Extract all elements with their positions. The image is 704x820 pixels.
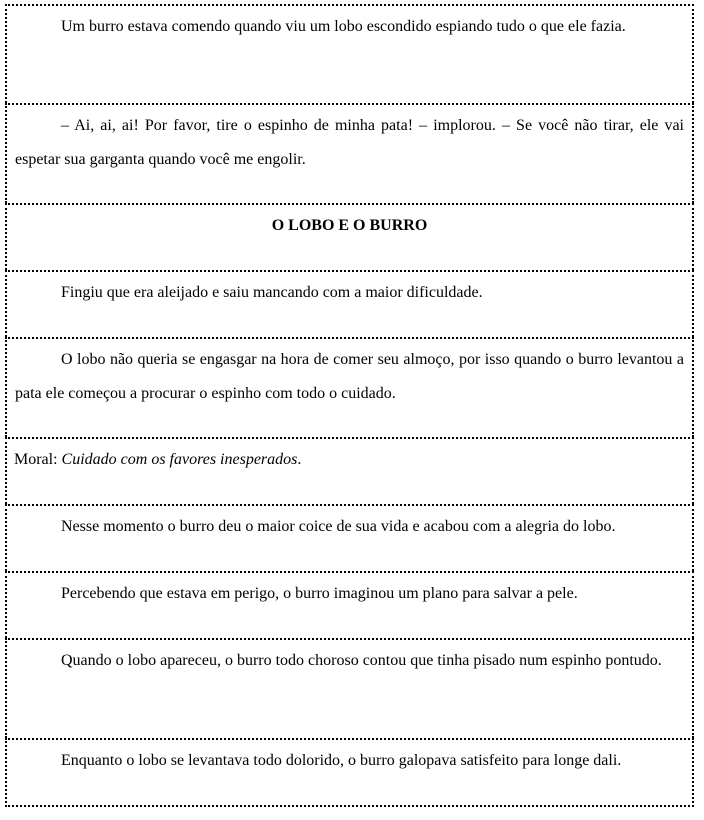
strip-2 xyxy=(5,103,694,203)
strip-8 xyxy=(5,571,694,638)
strip-1 xyxy=(5,4,694,103)
strip-text: Fingiu que era aleijado e saiu mancando com a maior dificuldade. xyxy=(61,284,483,301)
story-title: O LOBO E O BURRO xyxy=(271,217,428,234)
moral-text: Cuidado com os favores inesperados xyxy=(61,451,298,468)
strip-text: Um burro estava comendo quando viu um lobo escondido espiando tudo o que ele fazia. xyxy=(61,18,626,35)
strip-title xyxy=(5,203,694,270)
strip-text: O lobo não queria se engasgar na hora de comer seu almoço, por isso quando o burro levantou a pata ele começou a procurar o espinho com todo o cuidado. xyxy=(15,351,684,402)
moral-suffix: . xyxy=(297,451,302,468)
strip-4 xyxy=(5,270,694,337)
strip-text: Quando o lobo apareceu, o burro todo choroso contou que tinha pisado num espinho pontudo. xyxy=(61,652,662,669)
strip-5 xyxy=(5,337,694,437)
strip-text: Nesse momento o burro deu o maior coice de sua vida e acabou com a alegria do lobo. xyxy=(61,518,616,535)
moral-line xyxy=(14,443,684,477)
strip-7 xyxy=(5,504,694,571)
strip-text: Percebendo que estava em perigo, o burro imaginou um plano para salvar a pele. xyxy=(61,585,578,602)
strip-text: Enquanto o lobo se levantava todo dolorido, o burro galopava satisfeito para longe dali. xyxy=(61,752,622,769)
strip-10 xyxy=(5,738,694,807)
moral-label: Moral: xyxy=(14,451,62,468)
story-strips xyxy=(5,4,694,807)
strip-text: – Ai, ai, ai! Por favor, tire o espinho de minha pata! – implorou. – Se você não tirar, ele vai espetar sua garganta quando você me engolir. xyxy=(15,117,684,168)
strip-9 xyxy=(5,638,694,738)
strip-moral xyxy=(5,437,694,504)
